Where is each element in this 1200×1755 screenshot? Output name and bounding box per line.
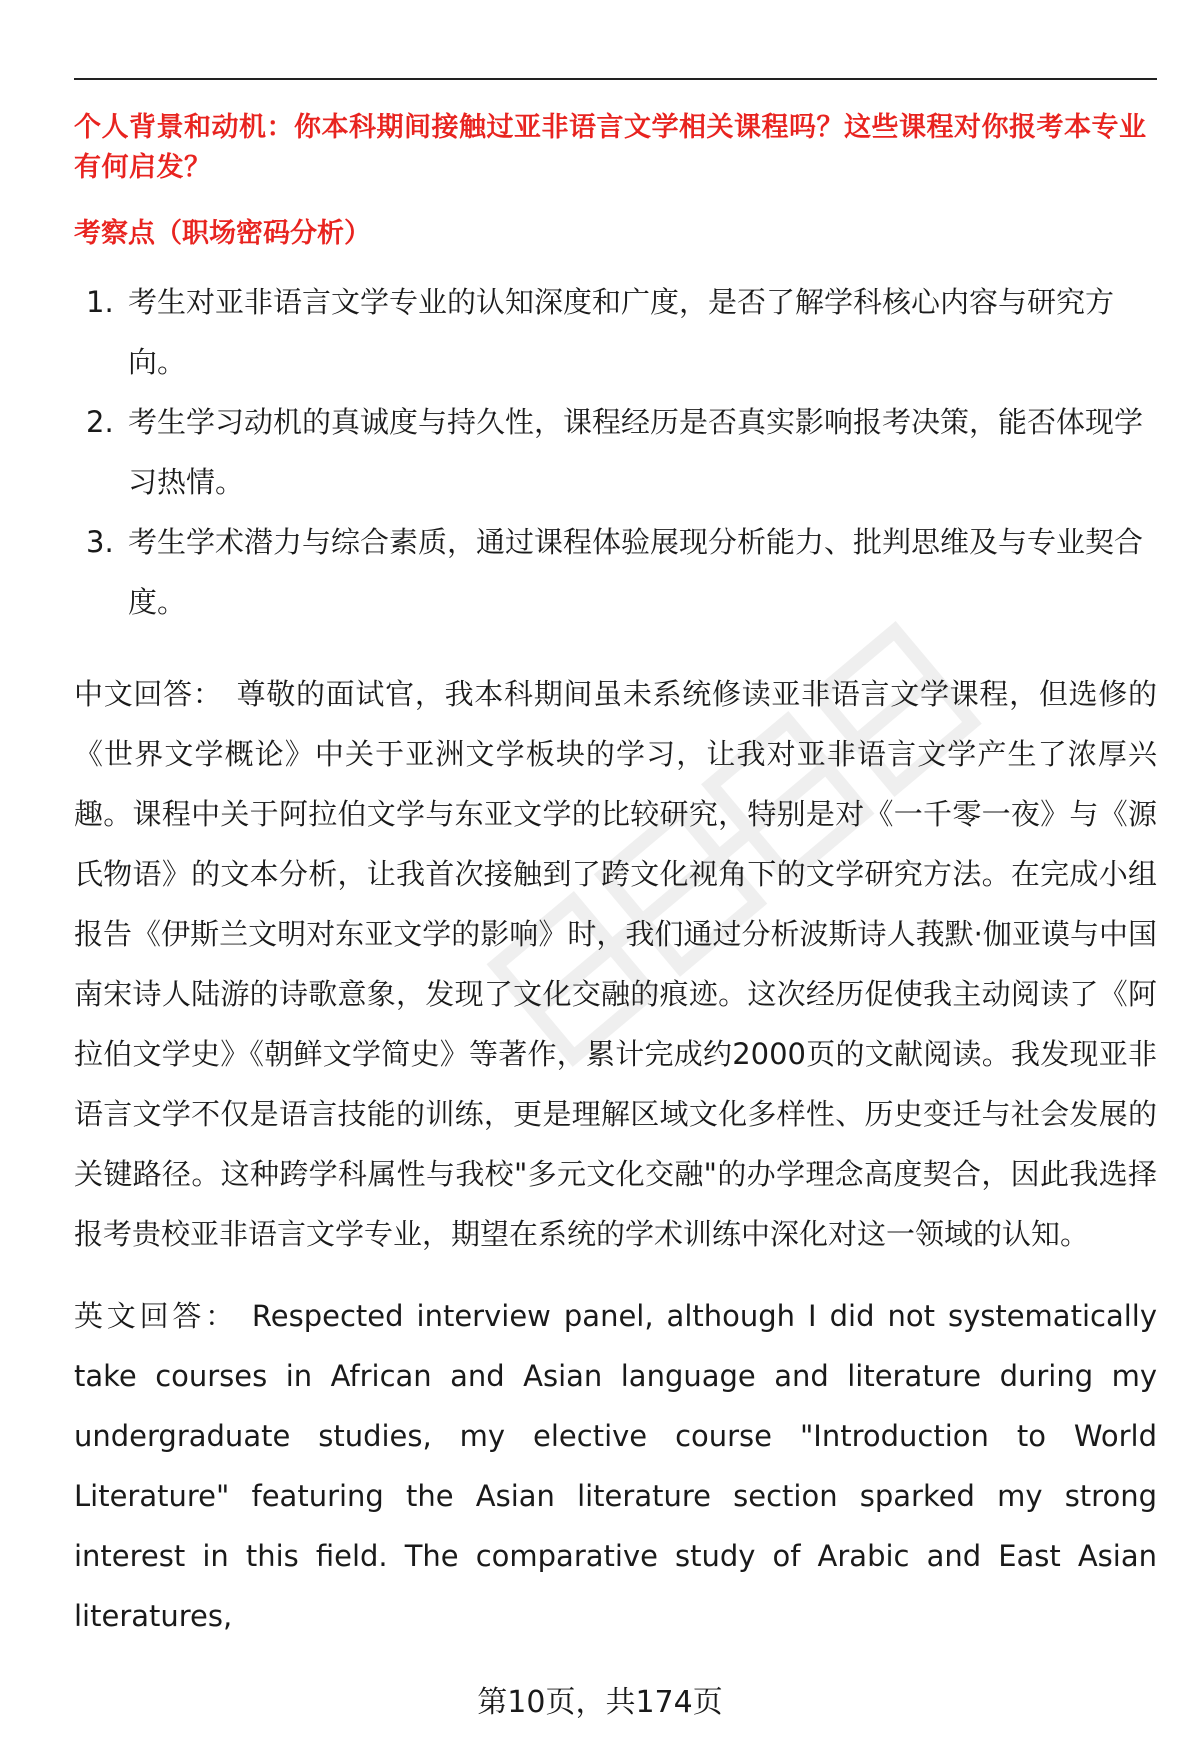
page-number: 第10页，共174页 [477,1685,723,1720]
list-item-text: 考生学习动机的真诚度与持久性，课程经历是否真实影响报考决策，能否体现学习热情。 [128,405,1144,499]
points-title: 考察点（职场密码分析） [74,218,371,249]
list-item [74,512,1157,632]
top-rule [74,78,1157,80]
list-item-text: 考生对亚非语言文学专业的认知深度和广度，是否了解学科核心内容与研究方向。 [128,285,1115,379]
list-item-number: 2. [86,405,114,439]
list-item-text: 考生学术潜力与综合素质，通过课程体验展现分析能力、批判思维及与专业契合度。 [128,525,1144,619]
chinese-answer-text: 尊敬的面试官，我本科期间虽未系统修读亚非语言文学课程，但选修的《世界文学概论》中关于亚洲文学板块的学习，让我对亚非语言文学产生了浓厚兴趣。课程中关于阿拉伯文学与东亚文学的比较研究，特别是对《一千零一夜》与《源氏物语》的文本分析，让我首次接触到了跨文化视角下的文学研究方法。在完成小组报告《伊斯兰文明对东亚文学的影响》时，我们通过分析波斯诗人莪默·伽亚谟与中国南宋诗人陆游的诗歌意象，发现了文化交融的痕迹。这次经历促使我主动阅读了《阿拉伯文学史》《朝鲜文学简史》等著作，累计完成约2000页的文献阅读。我发现亚非语言文学不仅是语言技能的训练，更是理解区域文化多样性、历史变迁与社会发展的关键路径。这种跨学科属性与我校"多元文化交融"的办学理念高度契合，因此我选择报考贵校亚非语言文学专业，期望在系统的学术训练中深化对这一领域的认知。 [74,677,1157,1251]
english-answer-text: Respected interview panel, although I did not systematically take courses in African and Asian language and literature during my undergraduate studies, my elective course "Introduction to World Literature" featuring the Asian literature section sparked my strong interest in this field. The comparative study of Arabic and East Asian literatures, [74,1299,1157,1633]
points-list [74,272,1157,632]
chinese-answer-label: 中文回答： [74,677,223,711]
list-item [74,272,1157,392]
chinese-answer [74,664,1157,1264]
list-item [74,392,1157,512]
document-body [74,108,1157,1668]
english-answer-label: 英文回答： [74,1299,238,1333]
list-item-number: 1. [86,285,114,319]
english-answer [74,1286,1157,1646]
question-heading: 个人背景和动机：你本科期间接触过亚非语言文学相关课程吗？这些课程对你报考本专业有何启发？ [74,112,1147,183]
list-item-number: 3. [86,525,114,559]
